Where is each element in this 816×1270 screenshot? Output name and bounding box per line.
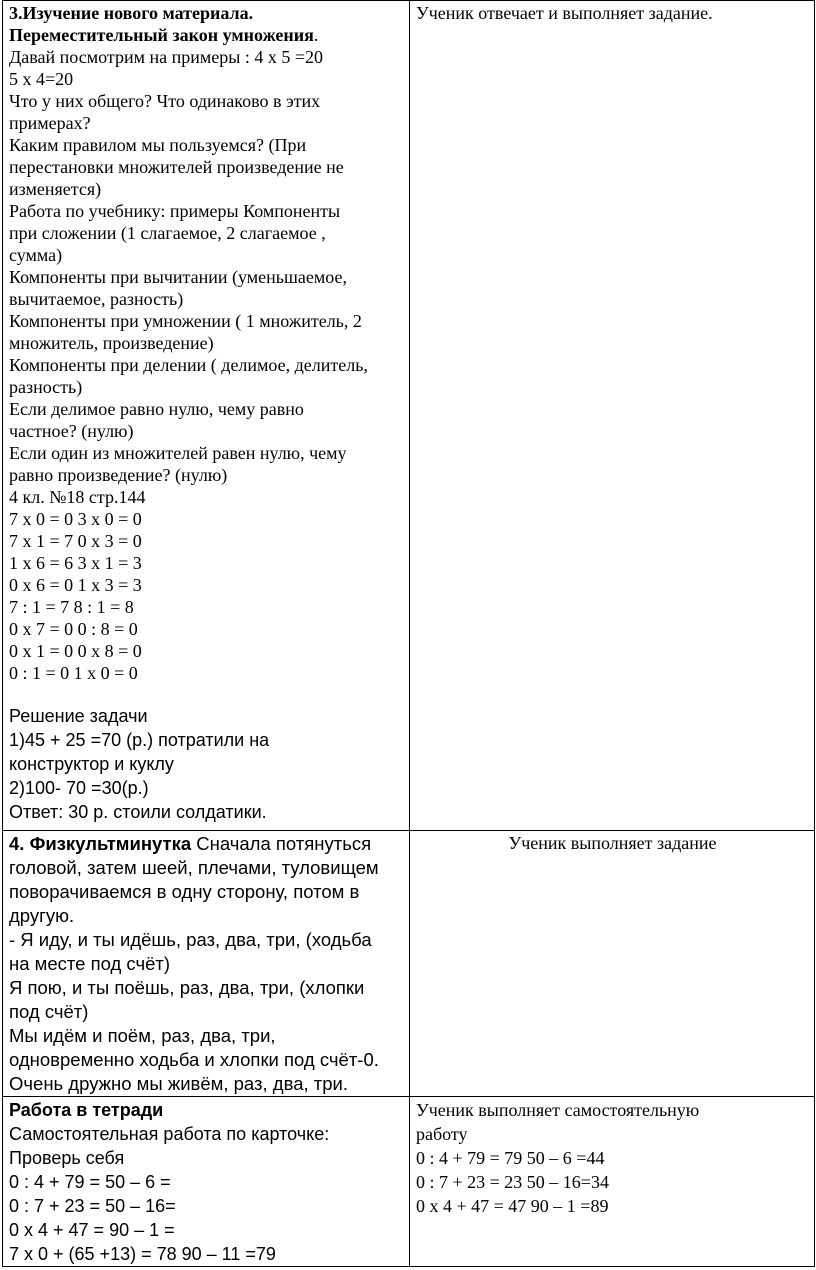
equation-line: 0 : 4 + 79 = 50 – 6 = xyxy=(9,1172,171,1192)
solution-line: 2)100- 70 =30(р.) xyxy=(9,778,149,798)
text-line: Я пою, и ты поёшь, раз, два, три, (хлопки xyxy=(9,977,365,998)
teacher-cell-notebook-work xyxy=(3,1097,410,1267)
text-line: Самостоятельная работа по карточке: xyxy=(9,1124,330,1144)
text-line: Если делимое равно нулю, чему равно xyxy=(9,399,304,419)
text-line: Мы идём и поём, раз, два, три, xyxy=(9,1025,276,1046)
text-line: при сложении (1 слагаемое, 2 слагаемое , xyxy=(9,223,326,243)
text-line: равно произведение? (нулю) xyxy=(9,465,228,485)
lesson-plan-table xyxy=(2,0,815,1267)
equation-line: 0 х 7 = 0 0 : 8 = 0 xyxy=(9,619,138,639)
text-line: 4 кл. №18 стр.144 xyxy=(9,487,146,507)
student-equation-line: 0 : 4 + 79 = 79 50 – 6 =44 xyxy=(416,1148,605,1168)
text-line: одновременно ходьба и хлопки под счёт-0. xyxy=(9,1049,379,1070)
text-line: поворачиваемся в одну сторону, потом в xyxy=(9,881,360,902)
equation-line: 0 х 6 = 0 1 х 3 = 3 xyxy=(9,575,142,595)
text-line: под счёт) xyxy=(9,1001,89,1022)
text-line: Работа по учебнику: примеры Компоненты xyxy=(9,201,341,221)
solution-line: Ответ: 30 р. стоили солдатики. xyxy=(9,802,267,822)
solution-line: конструктор и куклу xyxy=(9,754,174,774)
subheading-period: . xyxy=(313,25,319,45)
text-line: Что у них общего? Что одинаково в этих xyxy=(9,91,321,111)
equation-line: 0 х 1 = 0 0 х 8 = 0 xyxy=(9,641,142,661)
equation-line: 0 : 7 + 23 = 50 – 16= xyxy=(9,1196,176,1216)
section-heading: 4. Физкультминутка xyxy=(9,833,192,854)
subheading-text: Переместительный закон умножения xyxy=(9,25,314,45)
problem-solution xyxy=(9,704,404,824)
equation-line: 0 х 4 + 47 = 90 – 1 = xyxy=(9,1220,175,1240)
student-action: Ученик отвечает и выполняет задание. xyxy=(416,3,713,23)
text-line: 5 х 4=20 xyxy=(9,69,74,89)
text-line: вычитаемое, разность) xyxy=(9,289,184,309)
table-row-new-material xyxy=(3,1,815,831)
student-text-line: работу xyxy=(416,1124,468,1144)
text-line: Если один из множителей равен нулю, чему xyxy=(9,443,347,463)
text-line: Компоненты при делении ( делимое, делитель, xyxy=(9,355,368,375)
text-line: частное? (нулю) xyxy=(9,421,134,441)
equation-line: 7 х 0 = 0 3 х 0 = 0 xyxy=(9,509,142,529)
text-line: Давай посмотрим на примеры : 4 х 5 =20 xyxy=(9,47,323,67)
student-equation-line: 0 х 4 + 47 = 47 90 – 1 =89 xyxy=(416,1196,609,1216)
text-line: Компоненты при вычитании (уменьшаемое, xyxy=(9,267,347,287)
spacer xyxy=(9,684,404,704)
text-line: разность) xyxy=(9,377,83,397)
solution-line: 1)45 + 25 =70 (р.) потратили на xyxy=(9,730,270,750)
equation-line: 1 х 6 = 6 3 х 1 = 3 xyxy=(9,553,142,573)
teacher-cell-physical-break xyxy=(3,831,410,1097)
teacher-cell-new-material xyxy=(3,1,410,831)
student-cell-physical-break xyxy=(410,831,815,1097)
equation-line: 7 : 1 = 7 8 : 1 = 8 xyxy=(9,597,134,617)
text-line: - Я иду, и ты идёшь, раз, два, три, (ходьба xyxy=(9,929,372,950)
student-text-line: Ученик выполняет самостоятельную xyxy=(416,1100,700,1120)
student-cell-new-material xyxy=(410,1,815,831)
table-row-notebook-work xyxy=(3,1097,815,1267)
table-row-physical-break xyxy=(3,831,815,1097)
text-line: изменяется) xyxy=(9,179,102,199)
text-line: Каким правилом мы пользуемся? (При xyxy=(9,135,307,155)
first-line-text: Сначала потянуться xyxy=(191,833,372,854)
text-line: Компоненты при умножении ( 1 множитель, 2 xyxy=(9,311,362,331)
section-heading: 3.Изучение нового материала. xyxy=(9,3,254,23)
text-line: Очень дружно мы живём, раз, два, три. xyxy=(9,1073,348,1094)
section-subheading xyxy=(9,24,404,46)
text-line: перестановки множителей произведение не xyxy=(9,157,344,177)
text-line: примерах? xyxy=(9,113,91,133)
section-heading: Работа в тетради xyxy=(9,1100,164,1120)
text-line: головой, затем шеей, плечами, туловищем xyxy=(9,857,379,878)
equation-line: 7 х 1 = 7 0 х 3 = 0 xyxy=(9,531,142,551)
text-line: другую. xyxy=(9,905,75,926)
student-cell-notebook-work xyxy=(410,1097,815,1267)
student-action: Ученик выполняет задание xyxy=(508,833,717,853)
solution-line: Решение задачи xyxy=(9,706,148,726)
text-line: Проверь себя xyxy=(9,1148,125,1168)
student-equation-line: 0 : 7 + 23 = 23 50 – 16=34 xyxy=(416,1172,609,1192)
text-line: на месте под счёт) xyxy=(9,953,171,974)
section-first-line xyxy=(9,832,404,856)
text-line: сумма) xyxy=(9,245,63,265)
equation-line: 7 х 0 + (65 +13) = 78 90 – 11 =79 xyxy=(9,1244,276,1264)
text-line: множитель, произведение) xyxy=(9,333,214,353)
equation-line: 0 : 1 = 0 1 х 0 = 0 xyxy=(9,663,138,683)
